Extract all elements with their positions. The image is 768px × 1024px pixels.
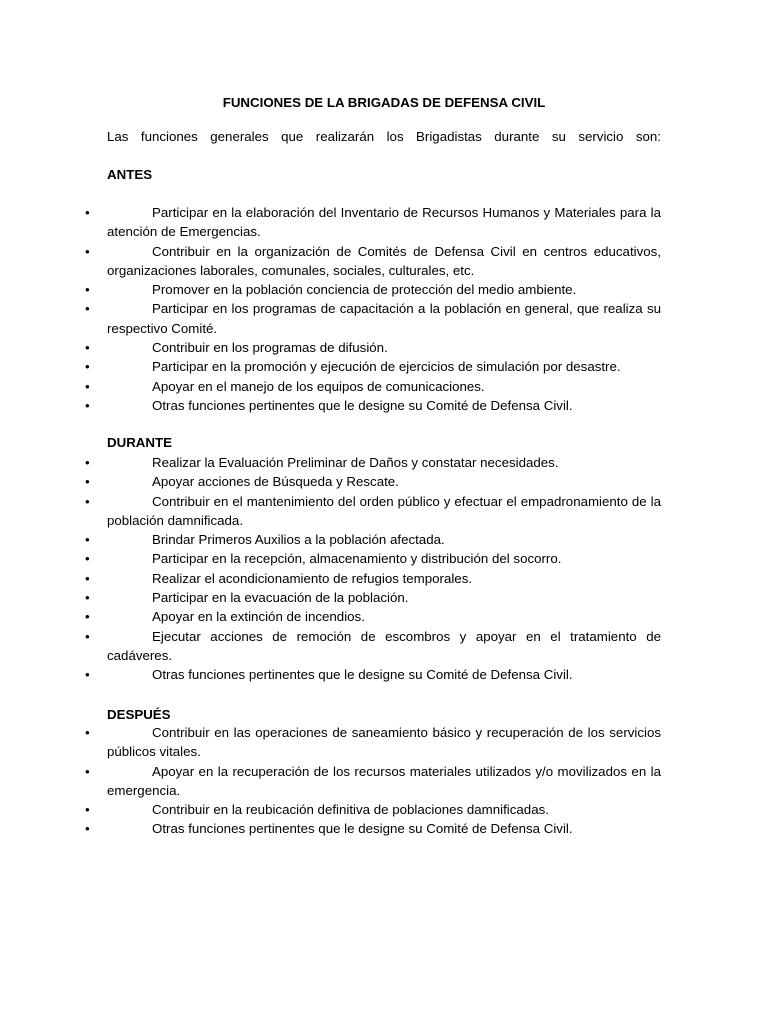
list-item-text: Participar en la elaboración del Inventario de Recursos Humanos y Materiales para la atención de Emergencias.: [107, 205, 661, 240]
bullet-icon: •: [85, 821, 90, 837]
bullet-icon: •: [85, 282, 90, 298]
list-item-text: Otras funciones pertinentes que le designe su Comité de Defensa Civil.: [152, 397, 573, 413]
bullet-icon: •: [85, 551, 90, 567]
list-item: [0, 549, 661, 568]
list-item-text: Apoyar acciones de Búsqueda y Rescate.: [152, 474, 399, 490]
list-item-text: Contribuir en el mantenimiento del orden público y efectuar el empadronamiento de la población damnificada.: [107, 493, 661, 528]
bullet-icon: •: [85, 609, 90, 625]
list-item: [0, 819, 661, 838]
list-item: [0, 396, 661, 415]
list-item-text: Participar en la recepción, almacenamiento y distribución del socorro.: [152, 551, 562, 567]
bullet-icon: •: [85, 590, 90, 606]
bullet-icon: •: [85, 802, 90, 818]
list-item-text: Ejecutar acciones de remoción de escombros y apoyar en el tratamiento de cadáveres.: [107, 628, 661, 663]
list-item: [0, 492, 661, 531]
bullet-icon: •: [85, 205, 90, 220]
section-list-durante: [0, 453, 768, 685]
list-item: [0, 357, 661, 376]
list-item: [0, 588, 661, 607]
list-item-text: Apoyar en la recuperación de los recursos materiales utilizados y/o movilizados en la emergencia.: [107, 763, 661, 798]
bullet-icon: •: [85, 474, 90, 490]
list-item: [0, 665, 661, 684]
bullet-icon: •: [85, 570, 90, 586]
list-item: [0, 762, 661, 801]
list-item-text: Realizar la Evaluación Preliminar de Daños y constatar necesidades.: [152, 455, 559, 470]
bullet-icon: •: [85, 725, 90, 740]
list-item-text: Contribuir en la reubicación definitiva de poblaciones damnificadas.: [152, 802, 549, 818]
list-item-text: Participar en los programas de capacitación a la población en general, que realiza su respectivo Comité.: [107, 301, 661, 336]
list-item-text: Contribuir en la organización de Comités de Defensa Civil en centros educativos, organizaciones laborales, comunales, sociales, culturales, etc.: [107, 243, 661, 278]
list-item: [0, 607, 661, 626]
document-title: FUNCIONES DE LA BRIGADAS DE DEFENSA CIVIL: [222, 95, 546, 110]
section-list-antes: [0, 203, 768, 415]
bullet-icon: •: [85, 532, 90, 548]
list-item: [0, 569, 661, 588]
list-item-text: Participar en la evacuación de la población.: [152, 590, 409, 606]
list-item: [0, 280, 661, 299]
list-item-text: Participar en la promoción y ejecución de ejercicios de simulación por desastre.: [152, 359, 621, 375]
list-item: [0, 242, 661, 281]
list-item-text: Apoyar en el manejo de los equipos de comunicaciones.: [152, 378, 485, 394]
section-heading-durante: DURANTE: [107, 435, 173, 450]
list-item-text: Otras funciones pertinentes que le designe su Comité de Defensa Civil.: [152, 667, 573, 683]
bullet-icon: •: [85, 378, 90, 394]
bullet-icon: •: [85, 243, 90, 259]
bullet-icon: •: [85, 493, 90, 509]
bullet-icon: •: [85, 455, 90, 470]
section-heading-antes: ANTES: [107, 167, 153, 182]
list-item-text: Contribuir en las operaciones de saneamiento básico y recuperación de los servicios públicos vitales.: [107, 725, 661, 760]
bullet-icon: •: [85, 628, 90, 644]
list-item: [0, 453, 661, 472]
bullet-icon: •: [85, 301, 90, 317]
list-item: [0, 472, 661, 491]
bullet-icon: •: [85, 667, 90, 683]
list-item: [0, 299, 661, 338]
section-list-despues: [0, 723, 768, 839]
bullet-icon: •: [85, 359, 90, 375]
list-item-text: Realizar el acondicionamiento de refugios temporales.: [152, 570, 473, 586]
intro-paragraph: Las funciones generales que realizarán los Brigadistas durante su servicio son:: [107, 129, 661, 144]
list-item: [0, 723, 661, 762]
bullet-icon: •: [85, 340, 90, 356]
list-item-text: Contribuir en los programas de difusión.: [152, 340, 388, 356]
list-item-text: Otras funciones pertinentes que le designe su Comité de Defensa Civil.: [152, 821, 573, 837]
bullet-icon: •: [85, 763, 90, 779]
bullet-icon: •: [85, 397, 90, 413]
list-item: [0, 203, 661, 242]
section-heading-despues: DESPUÉS: [107, 707, 171, 722]
list-item-text: Brindar Primeros Auxilios a la población afectada.: [152, 532, 445, 548]
list-item: [0, 377, 661, 396]
list-item: [0, 338, 661, 357]
list-item-text: Promover en la población conciencia de protección del medio ambiente.: [152, 282, 577, 298]
list-item: [0, 800, 661, 819]
list-item-text: Apoyar en la extinción de incendios.: [152, 609, 365, 625]
list-item: [0, 627, 661, 666]
list-item: [0, 530, 661, 549]
